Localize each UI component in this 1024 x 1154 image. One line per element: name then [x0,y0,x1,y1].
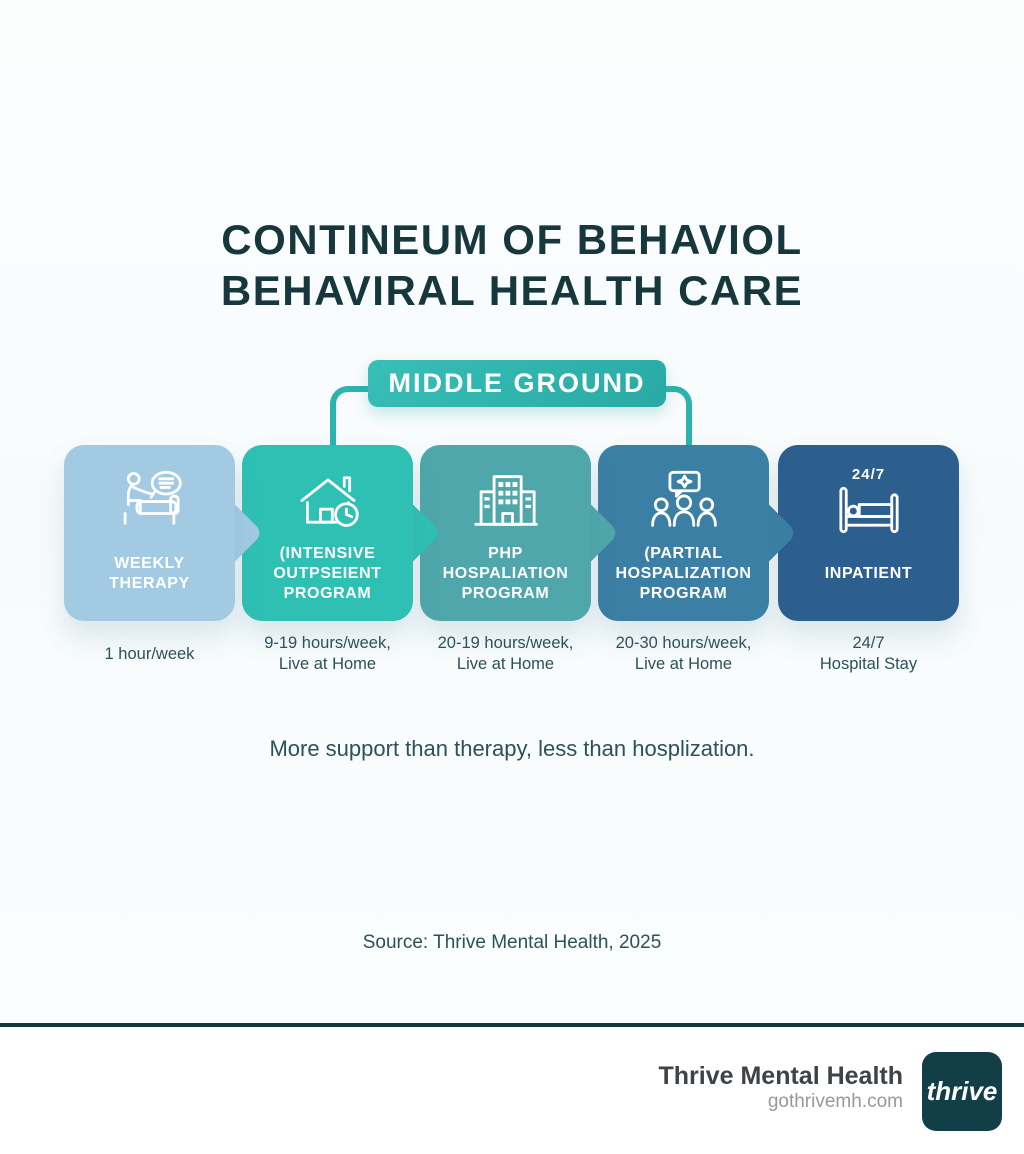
stage-box [242,445,413,621]
hospital-bed-icon [830,457,908,543]
middle-ground-label: MIDDLE GROUND [388,368,646,398]
page-title-line1: CONTINEUM OF BEHAVIOL [221,216,803,263]
footer-brand-name: Thrive Mental Health [658,1062,903,1090]
hospital-building-icon [467,457,545,543]
therapy-session-icon [111,457,189,543]
page-title-line2: BEHAVIRAL HEALTH CARE [220,267,804,314]
caption-partial-hospitalization: 20-30 hours/week, Live at Home [615,634,752,673]
stage-inpatient [778,445,959,621]
caption-php: 20-19 hours/week, Live at Home [437,634,574,673]
stage-box [64,445,235,621]
thrive-logo-text: thrive [926,1076,998,1106]
stage-box [598,445,769,621]
caption-weekly-therapy: 1 hour/week [104,644,195,663]
thrive-logo [922,1052,1002,1131]
stage-php-hospitalization-program [420,445,591,621]
house-clock-icon [289,457,367,543]
stage-box [778,445,959,621]
source-citation: Source: Thrive Mental Health, 2025 [362,932,662,953]
caption-intensive-outpatient: 9-19 hours/week, Live at Home [264,634,391,673]
stage-label: INPATIENT [824,565,913,582]
stage-intensive-outpatient-program [242,445,413,621]
stage-label: (PARTIAL HOSPALIZATION PROGRAM [615,545,752,602]
stage-label: PHP HOSPALIATION PROGRAM [442,545,569,602]
middle-ground-badge [368,360,666,407]
page-title [0,214,1024,316]
group-therapy-icon [645,457,723,543]
stage-partial-hospitalization-program [598,445,769,621]
bed-24-7-label: 24/7 [851,465,886,483]
footer-website: gothrivemh.com [767,1091,903,1112]
caption-inpatient: 24/7 Hospital Stay [819,634,918,673]
stage-label: WEEKLY THERAPY [109,555,190,592]
stage-label: (INTENSIVE OUTPSEIENT PROGRAM [273,545,382,602]
stage-box [420,445,591,621]
stage-weekly-therapy [64,445,235,621]
supporting-note: More support than therapy, less than hosplization. [269,736,755,761]
